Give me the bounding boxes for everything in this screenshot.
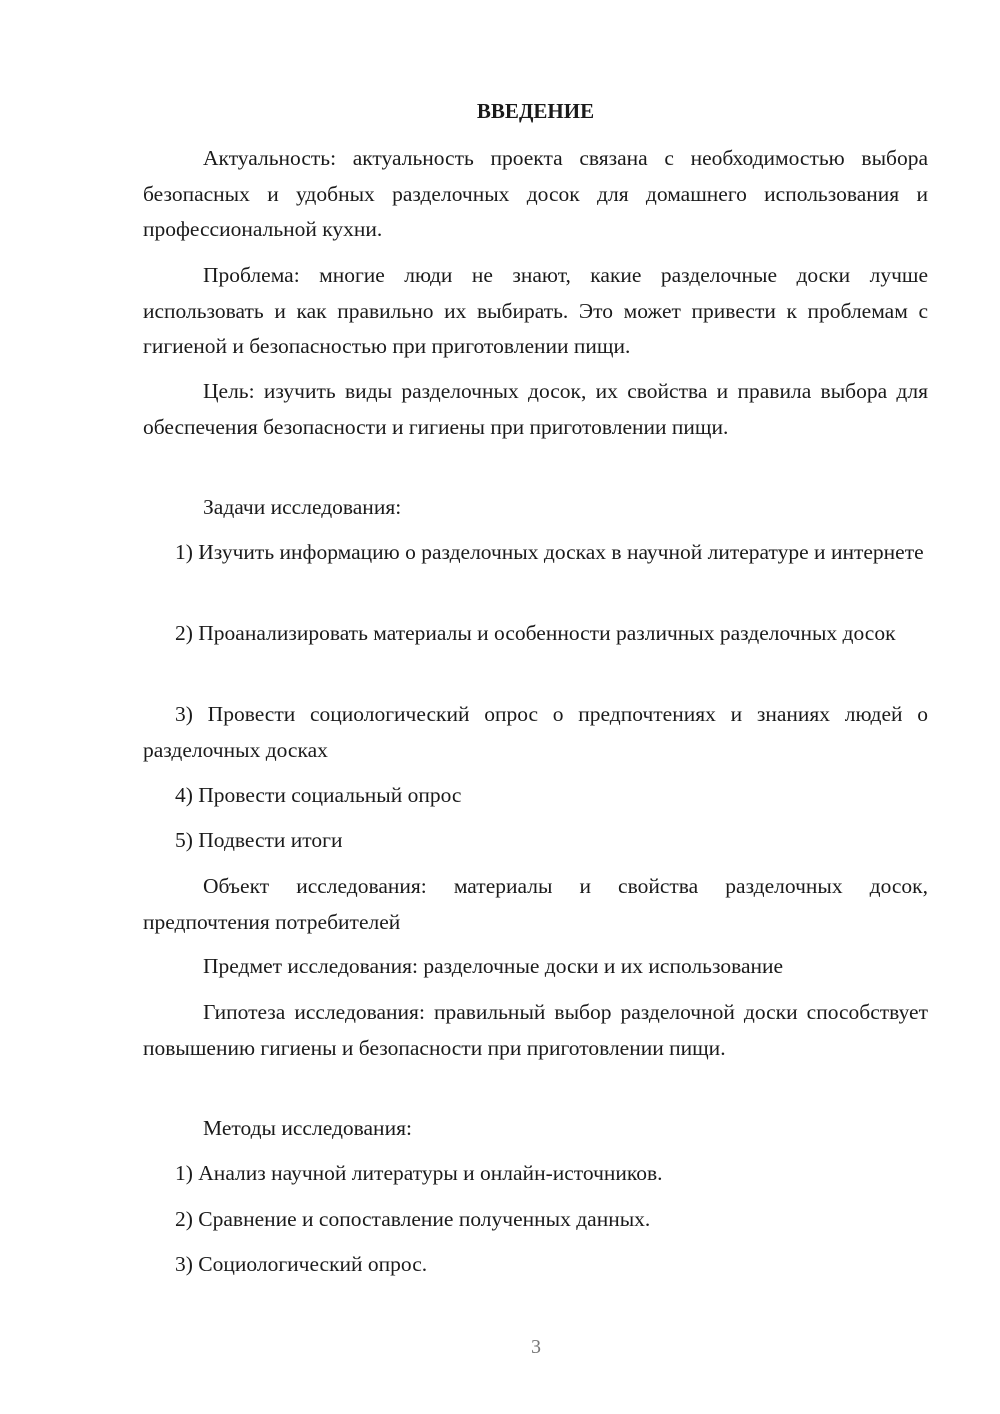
subject-paragraph: Предмет исследования: разделочные доски и их использование xyxy=(203,954,784,978)
tasks-heading: Задачи исследования: xyxy=(203,495,402,519)
method-item: 1) Анализ научной литературы и онлайн-источников. xyxy=(175,1161,663,1185)
task-item: 5) Подвести итоги xyxy=(175,828,343,852)
problem-paragraph: Проблема: многие люди не знают, какие разделочные доски лучше использовать и как правильно их выбирать. Это может привести к проблемам с гигиеной и безопасностью при приготовлении пищи. xyxy=(143,263,928,358)
task-item: 2) Проанализировать материалы и особенности различных разделочных досок xyxy=(175,621,896,645)
goal-paragraph: Цель: изучить виды разделочных досок, их свойства и правила выбора для обеспечения безопасности и гигиены при приготовлении пищи. xyxy=(143,379,928,439)
hypothesis-paragraph: Гипотеза исследования: правильный выбор разделочной доски способствует повышению гигиены и безопасности при приготовлении пищи. xyxy=(143,1000,928,1060)
method-item: 3) Социологический опрос. xyxy=(175,1252,428,1276)
page-title: ВВЕДЕНИЕ xyxy=(476,99,595,123)
task-item: 4) Провести социальный опрос xyxy=(175,783,462,807)
methods-heading: Методы исследования: xyxy=(203,1116,412,1140)
actuality-paragraph: Актуальность: актуальность проекта связана с необходимостью выбора безопасных и удобных разделочных досок для домашнего использования и профессиональной кухни. xyxy=(143,146,928,241)
object-paragraph: Объект исследования: материалы и свойства разделочных досок, предпочтения потребителей xyxy=(143,874,928,934)
method-item: 2) Сравнение и сопоставление полученных данных. xyxy=(175,1207,651,1231)
page-number: 3 xyxy=(531,1336,541,1358)
task-item: 1) Изучить информацию о разделочных досках в научной литературе и интернете xyxy=(175,540,924,564)
task-item: 3) Провести социологический опрос о предпочтениях и знаниях людей о разделочных досках xyxy=(143,702,928,762)
